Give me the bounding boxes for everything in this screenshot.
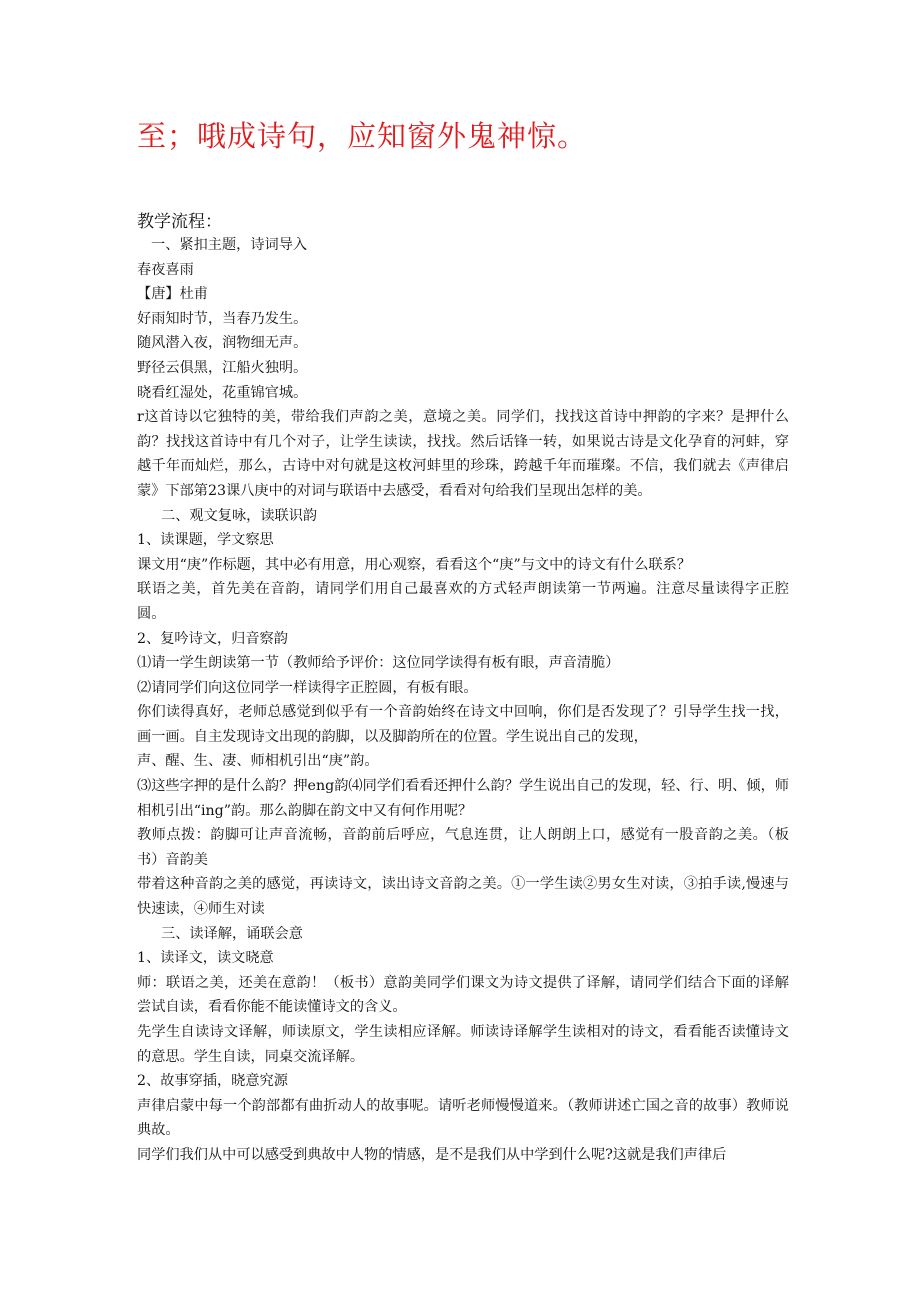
paragraph: 【唐】杜甫 <box>137 286 208 303</box>
section-title: 教学流程： <box>137 212 222 232</box>
paragraph: 随风潜入夜，润物细无声。 <box>137 335 308 352</box>
paragraph: 先学生自读诗文译解，师读原文，学生读相应译解。师读诗译解学生读相对的诗文，看看能否读懂诗文的意思。学生自读，同桌交流译解。 <box>137 1024 789 1065</box>
paragraph: 带着这种音韵之美的感觉，再读诗文，读出诗文音韵之美。①一学生读②男女生对读，③拍手读,慢速与快速读，④师生对读 <box>137 876 789 918</box>
paragraph: 声律启蒙中每一个韵部都有曲折动人的故事呢。请听老师慢慢道来。（教师讲述亡国之音的故事）教师说典故。 <box>137 1097 789 1139</box>
paragraph: 好雨知时节，当春乃发生。 <box>137 310 308 327</box>
paragraph: ⑴请一学生朗读第一节（教师给予评价：这位同学读得有板有眼，声音清脆） <box>137 655 620 672</box>
paragraph: 师：联语之美，还美在意韵！（板书）意韵美同学们课文为诗文提供了译解，请同学们结合下面的译解尝试自读，看看你能不能读懂诗文的含义。 <box>137 974 789 1016</box>
paragraph: r这首诗以它独特的美，带给我们声韵之美，意境之美。同学们，找找这首诗中押韵的字来？是押什么韵？找找这首诗中有几个对子，让学生读读，找找。然后话锋一转，如果说古诗是文化孕育的河蚌，穿越千年而灿烂，那么，古诗中对句就是这枚河蚌里的珍珠，跨越千年而璀璨。不信，我们就去《声律启蒙》下部第23课八庚中的对词与联语中去感受，看看对句给我们呈现出怎样的美。 <box>137 409 789 499</box>
paragraph: ⑵请同学们向这位同学一样读得字正腔圆，有板有眼。 <box>137 679 478 696</box>
headline: 至；哦成诗句，应知窗外鬼神惊。 <box>137 119 588 153</box>
paragraph: ⑶这些字押的是什么韵？押eng韵⑷同学们看看还押什么韵？学生说出自己的发现，轻、行、明、倾，师相机引出“ing”韵。那么韵脚在韵文中又有何作用呢？ <box>137 778 789 819</box>
paragraph: 1、读译文，读文晓意 <box>137 950 274 967</box>
paragraph: 2、复吟诗文，归音察韵 <box>137 630 288 647</box>
paragraph: 三、读译解，诵联会意 <box>161 925 303 942</box>
paragraph: 课文用“庚”作标题，其中必有用意，用心观察，看看这个“庚”与文中的诗文有什么联系？ <box>137 556 691 573</box>
paragraph: 一、紧扣主题，诗词导入 <box>151 237 308 253</box>
paragraph: 春夜喜雨 <box>137 261 194 278</box>
paragraph: 声、醒、生、凄、师相机引出“庚”韵。 <box>137 753 379 770</box>
paragraph: 晓看红湿处，花重锦官城。 <box>137 384 308 401</box>
paragraph: 联语之美，首先美在音韵，请同学们用自己最喜欢的方式轻声朗读第一节两遍。注意尽量读得字正腔圆。 <box>137 581 789 622</box>
paragraph: 1、读课题，学文察思 <box>137 532 274 549</box>
paragraph: 同学们我们从中可以感受到典故中人物的情感，是不是我们从中学到什么呢?这就是我们声律后 <box>137 1146 727 1163</box>
paragraph: 你们读得真好，老师总感觉到似乎有一个音韵始终在诗文中回响，你们是否发现了？引导学生找一找，画一画。自主发现诗文出现的韵脚，以及脚韵所在的位置。学生说出自己的发现， <box>137 704 789 745</box>
paragraph: 二、观文复咏，读联识韵 <box>161 507 318 524</box>
paragraph: 野径云俱黑，江船火独明。 <box>137 359 308 376</box>
paragraph: 2、故事穿插，晓意究源 <box>137 1073 288 1090</box>
document-body <box>137 233 789 1168</box>
paragraph: 教师点拨：韵脚可让声音流畅，音韵前后呼应，气息连贯，让人朗朗上口，感觉有一股音韵之美。（板书）音韵美 <box>137 827 789 868</box>
